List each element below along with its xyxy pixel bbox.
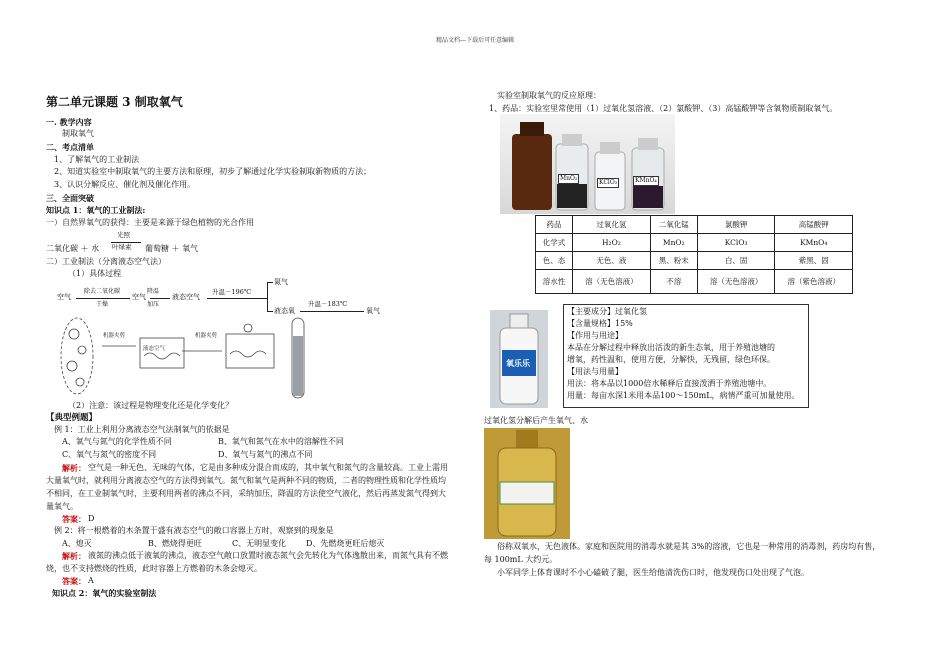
answer-label: 答案： <box>62 514 86 524</box>
illustration-caption-2: 液态空气 <box>143 346 166 352</box>
industrial-method: 二）工业制法（分离液态空气法） <box>46 257 166 266</box>
section-2-heading: 二、考点清单 <box>46 142 94 152</box>
table-cell: 无色、液 <box>573 252 651 270</box>
product-info-line: 【含量规格】15% <box>567 319 633 328</box>
table-cell: 黑、粉末 <box>650 252 697 270</box>
table-cell: 过氧化氢 <box>573 216 651 234</box>
flow-remove-co2: 除去二氧化碳 <box>84 288 121 295</box>
equation-left: 二氧化碳 ＋ 水 <box>46 244 100 253</box>
table-cell: MnO₂ <box>650 234 697 252</box>
table-row <box>536 234 853 252</box>
list-item: 3、认识分解反应、催化剂及催化作用。 <box>54 180 196 189</box>
flow-cool: 降温 <box>147 288 160 295</box>
example-1-option-d: D、氧气与氮气的沸点不同 <box>218 450 313 459</box>
example-2-option-a: A、熄灭 <box>62 539 92 548</box>
decomposition-text: 过氧化氢分解后产生氧气、水 <box>484 416 588 425</box>
flow-arrow-2 <box>150 298 170 299</box>
flow-air: 空气 <box>57 293 71 301</box>
examples-heading: 【典型例题】 <box>46 413 98 423</box>
reaction-principle: 实验室制取氧气的反应原理： <box>497 91 601 100</box>
example-1-answer: D <box>88 514 95 523</box>
flow-pressurize: 加压 <box>147 301 160 308</box>
table-cell: 高锰酸钾 <box>775 216 853 234</box>
table-cell: 色、态 <box>536 252 573 270</box>
analysis-label-2: 解析： <box>62 551 86 561</box>
knowledge-point-2: 知识点 2：氧气的实验室制法 <box>52 588 157 598</box>
flow-dry: 干燥 <box>96 301 109 308</box>
illustration-caption-3: 机器夹剪 <box>195 333 218 339</box>
bottle-label-kmno4: KMnO₄ <box>635 177 657 184</box>
reagent-bottles-photo <box>500 114 675 214</box>
product-info-line: 用量：每亩水深1米用本品100～150mL，病情严重可加量使用。 <box>567 391 800 400</box>
flow-arrow-3 <box>207 298 267 299</box>
drugs-text: 1、药品：实验室里常使用（1）过氧化氢溶液、（2）氯酸钾、（3）高锰酸钾等含氧物质制取氧气。 <box>489 104 838 113</box>
flow-liquid-oxygen: 液态氧 <box>274 307 295 315</box>
equation-condition-bottom: 叶绿素 <box>112 243 132 251</box>
reagent-properties-table <box>535 215 853 294</box>
table-cell: 化学式 <box>536 234 573 252</box>
table-row <box>536 216 853 234</box>
product-brand: 氧乐乐 <box>506 358 530 368</box>
flow-arrow-4 <box>300 311 364 312</box>
list-item: 2、知道实验室中制取氧气的主要方法和原理，初步了解通过化学实验制取新物质的方法； <box>54 167 372 176</box>
table-row <box>536 252 853 270</box>
section-1-heading: 一. 教学内容 <box>46 117 92 127</box>
flow-warm-196: 升温－196℃ <box>212 288 252 296</box>
table-cell: KMnO₄ <box>775 234 853 252</box>
example-2-question: 例 2：将一根燃着的木条置于盛有液态空气的敞口容器上方时，观察到的现象是 <box>54 526 334 535</box>
paragraph-1-cont: 每 100mL 大约元。 <box>484 555 558 564</box>
paragraph-1: 俗称双氧水，无色液体。家庭和医院用的消毒水就是其 3%的溶液，它也是一种常用的消毒剂，药房均有售， <box>497 542 881 551</box>
product-info-line: 本品在分解过程中释放出活泼的新生态氧，用于养殖池塘的 <box>567 343 775 352</box>
flow-branch-bottom <box>267 311 273 312</box>
flow-branch-line <box>267 282 268 312</box>
equation-condition-top: 光照 <box>117 231 130 239</box>
product-info-line: 【作用与用途】 <box>567 331 623 340</box>
example-1-analysis-line: 大量氧气时，就利用分离液态空气的方法得到氧气。氮气和氧气是两种不同的物质，二者的物理性质和化学性质均 <box>46 476 446 485</box>
bottle-label-kclo3: KClO₃ <box>599 179 618 186</box>
paragraph-2: 小军同学上体育课时不小心磕破了腿，医生给他清洗伤口时，他发现伤口处出现了气泡。 <box>497 568 809 577</box>
knowledge-point-1: 知识点 1：氧气的工业制法: <box>46 205 146 215</box>
example-1-analysis-line: 量氧气。 <box>46 502 78 511</box>
flow-warm-183: 升温－183℃ <box>308 300 348 308</box>
example-1-analysis-line: 空气是一种无色、无味的气体，它是由多种成分混合而成的，其中氧气和氮气的含量较高。工业上需用 <box>88 463 448 472</box>
list-item: 1、了解氧气的工业制法 <box>54 155 140 164</box>
page-header: 精品文档---下载后可任意编辑 <box>436 37 515 44</box>
flow-arrow-1 <box>76 298 130 299</box>
product-info-line: 【主要成分】过氧化氢 <box>567 307 647 316</box>
table-cell: 溶（无色溶液） <box>697 270 775 294</box>
flow-nitrogen: 氮气 <box>274 278 288 286</box>
analysis-label: 解析： <box>62 463 86 473</box>
table-cell: H₂O₂ <box>573 234 651 252</box>
section-1-text: 制取氧气 <box>62 129 94 138</box>
equation-right: 葡萄糖 ＋ 氧气 <box>145 244 199 253</box>
disinfectant-photo <box>484 428 570 539</box>
example-2-answer: A <box>88 576 94 585</box>
product-info-line: 【用法与用量】 <box>567 367 623 376</box>
page-title: 第二单元课题 3 制取氧气 <box>46 95 183 109</box>
flow-liquid-air: 液态空气 <box>172 293 200 301</box>
table-cell: 氯酸钾 <box>697 216 775 234</box>
table-cell: 溶水性 <box>536 270 573 294</box>
example-1-analysis-line: 不相同，在工业制氧气时，主要利用两者的沸点不同，采纳加压，降温的方法使空气液化，然后再蒸发氮气得到大 <box>46 489 446 498</box>
table-row <box>536 270 853 294</box>
example-2-analysis-line: 液氮的沸点低于液氧的沸点，液态空气敞口放置时液态氮气会先转化为气体逸散出来，而氮气具有不燃 <box>88 551 448 560</box>
section-3-heading: 三、全面突破 <box>46 193 94 203</box>
table-cell: 药品 <box>536 216 573 234</box>
product-photo <box>490 310 548 408</box>
flow-branch-top <box>267 282 273 283</box>
flow-air-2: 空气 <box>132 293 146 301</box>
table-cell: 溶（无色溶液） <box>573 270 651 294</box>
process-heading: （1）具体过程 <box>68 269 122 278</box>
table-cell: 不溶 <box>650 270 697 294</box>
table-cell: 溶（紫色溶液） <box>775 270 853 294</box>
table-cell: KClO₃ <box>697 234 775 252</box>
flow-oxygen: 氧气 <box>366 307 380 315</box>
example-1-option-b: B、氧气和氮气在水中的溶解性不同 <box>218 437 344 446</box>
example-2-option-c: C、无明显变化 <box>232 539 287 548</box>
example-1-question: 例 1：工业上利用分离液态空气法制氧气的依据是 <box>54 425 230 434</box>
bottle-label-mno2: MnO₂ <box>560 175 578 182</box>
reagent-bottles-image <box>500 114 675 214</box>
product-info-line: 增氧，药性温和，使用方便，分解快，无残留，绿色环保。 <box>567 355 775 364</box>
process-illustration <box>52 316 312 402</box>
natural-source: 一）自然界氧气的获得：主要是来源于绿色植物的光合作用 <box>46 218 254 227</box>
table-cell: 二氧化锰 <box>650 216 697 234</box>
product-info-line: 用法：将本品以1000倍水稀释后直接泼洒于养殖池塘中。 <box>567 379 772 388</box>
answer-label-2: 答案： <box>62 576 86 586</box>
illustration-caption-1: 机器夹剪 <box>103 333 126 339</box>
process-note: （2）注意：该过程是物理变化还是化学变化？ <box>68 401 234 410</box>
table-cell: 白、固 <box>697 252 775 270</box>
example-1-option-c: C、氧气与氮气的密度不同 <box>62 450 157 459</box>
example-2-option-d: D、先燃烧更旺后熄灭 <box>306 539 385 548</box>
example-2-option-b: B、燃烧得更旺 <box>148 539 202 548</box>
disinfectant-bottle-image <box>484 428 570 539</box>
example-2-analysis-line: 烧，也不支持燃烧的性质，此时容器上方燃着的木条会熄灭。 <box>46 564 262 573</box>
table-cell: 紫黑、固 <box>775 252 853 270</box>
example-1-option-a: A、氧气与氮气的化学性质不同 <box>62 437 172 446</box>
